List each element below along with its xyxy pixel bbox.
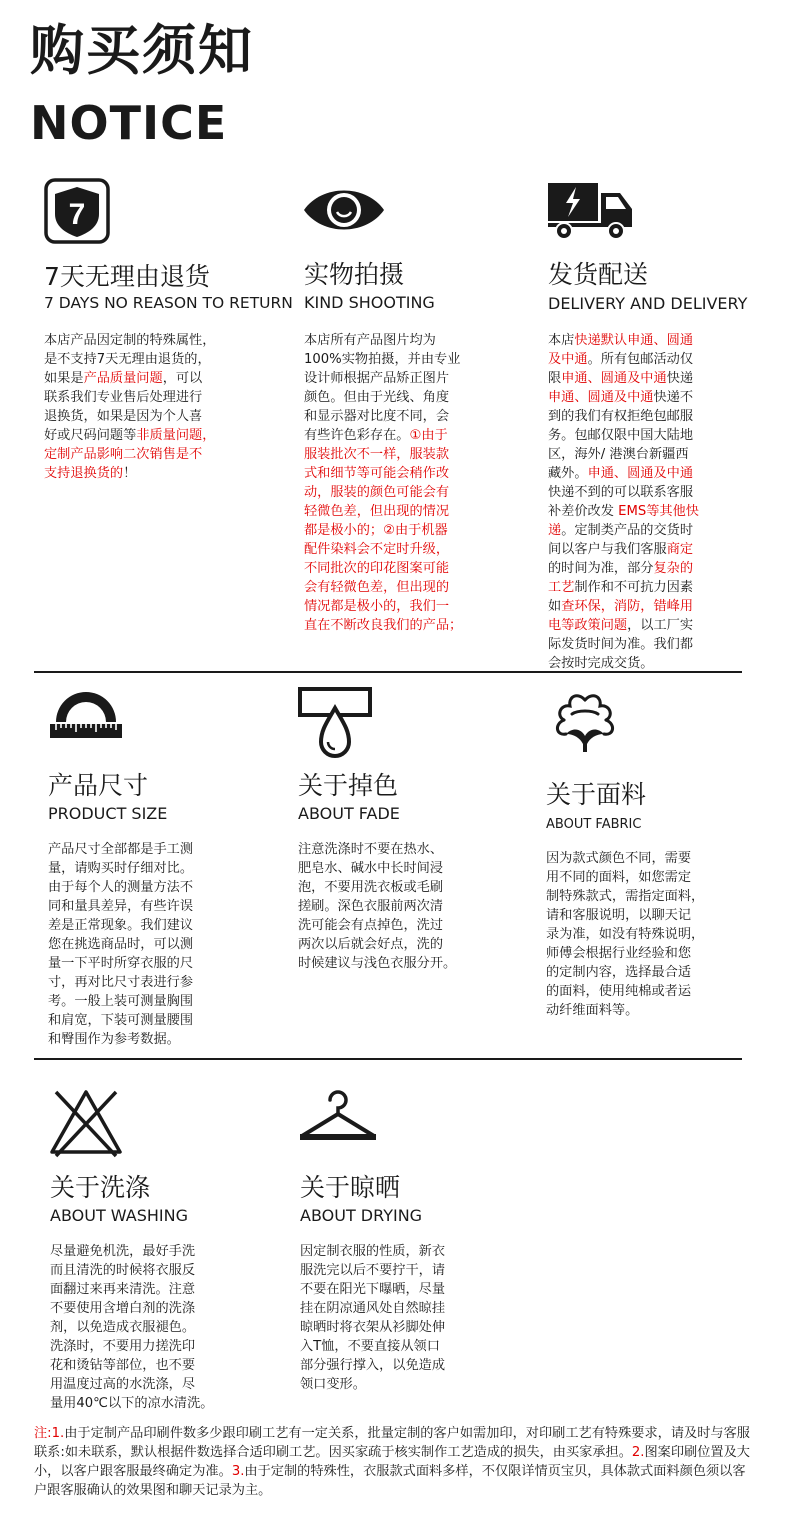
shooting-title: 实物拍摄 — [304, 260, 405, 289]
page-title: 购买须知 — [30, 19, 254, 82]
drying-subtitle: ABOUT DRYING — [300, 1206, 423, 1225]
fade-subtitle: ABOUT FADE — [298, 804, 400, 823]
drying-body — [300, 1242, 500, 1394]
shield-7-label: 7 — [68, 198, 86, 231]
washing-body — [50, 1242, 250, 1413]
fade-title: 关于掉色 — [298, 771, 399, 800]
drying-title: 关于晾晒 — [300, 1173, 401, 1202]
section-divider-2 — [34, 1058, 742, 1060]
highlight-text: 申通、圆通及中通 — [561, 371, 667, 386]
body-text: 的时间为准，部分 — [548, 561, 654, 576]
body-text: 因为款式颜色不同，需要 用不同的面料，如您需定 制特殊款式，需指定面料， 请和客服说明，以聊天记 录为准，如没有特殊说明， 师傅会根据行业经验和您 的定制内容，选择最合适 的面料，使用纯棉或者运 动纤维面料等。 — [546, 851, 705, 1018]
highlight-text: 2. — [631, 1445, 645, 1460]
washing-subtitle: ABOUT WASHING — [50, 1206, 188, 1225]
highlight-text: 复杂的 工艺 — [548, 561, 694, 595]
highlight-text: 3. — [231, 1464, 245, 1479]
fabric-title: 关于面料 — [546, 780, 647, 809]
water-drop-hanger-icon — [297, 686, 373, 766]
fabric-subtitle: ABOUT FABRIC — [546, 817, 642, 832]
body-text: ！ — [123, 466, 137, 481]
washing-title: 关于洗涤 — [50, 1173, 151, 1202]
body-text: 图案印刷位置及大小，以客户跟客服最终确定为准。 — [34, 1445, 750, 1479]
fade-body — [298, 840, 488, 973]
returns-body — [44, 331, 264, 483]
shooting-subtitle: KIND SHOOTING — [304, 293, 435, 312]
no-bleach-triangle-icon — [48, 1086, 124, 1158]
highlight-text: 注:1. — [34, 1426, 65, 1441]
body-text: 快递不 到的我们有权拒绝包邮服 务。包邮仅限中国大陆地 区，海外/ 港澳台新疆西 藏外。 — [548, 390, 694, 481]
body-text: 因定制衣服的性质，新衣 服洗完以后不要拧干，请 不要在阳光下曝晒，尽量 挂在阴凉通风处自然晾挂 晾晒时将衣架从衫脚处伸 入T恤，不要直接从领口 部分强行撑入，以免造成 领口变形。 — [300, 1244, 446, 1392]
body-text: 由于定制的特殊性，衣服款式面料多样，不仅限详情页宝贝，具体款式面料颜色须以客户跟客服确认的效果图和聊天记录为主。 — [34, 1464, 746, 1498]
body-text: 快递 — [666, 371, 694, 386]
highlight-text: EMS等其他快 递 — [548, 504, 699, 538]
body-text: 本店所有产品图片均为 100%实物拍摄，并由专业 设计师根据产品矫正图片 颜色。但由于光线、角度 和显示器对比度不同，会 有些许色彩存在。 — [304, 333, 461, 443]
body-text: 注意洗涤时不要在热水、 肥皂水、碱水中长时间浸 泡，不要用洗衣板或毛刷 搓刷。深色衣服前两次清 洗可能会有点掉色，洗过 两次以后就会好点，洗的 时候建议与浅色衣服分开。 — [298, 842, 457, 971]
highlight-text: 申通、圆通及中通 — [587, 466, 694, 481]
body-text: 产品尺寸全部都是手工测 量，请购买时仔细对比。 由于每个人的测量方法不 同和量具差异，有些许误 差是正常现象。我们建议 您在挑选商品时，可以测 量一下平时所穿衣服的尺 寸，再对比尺寸表进行参 考。一般上装可测量胸围 和肩宽，下装可测量腰围 和臀围作为参考数据。 — [48, 842, 194, 1047]
returns-title: 7天无理由退货 — [44, 262, 210, 291]
ruler-protractor-icon — [48, 692, 124, 740]
body-text: 由于定制产品印刷件数多少跟印刷工艺有一定关系，批量定制的客户如需加印，对印刷工艺有特殊要求，请及时与客服联系:如未联系，默认根据件数选择合适印刷工艺。因买家疏于核实制作工艺造成的损失，由买家承担。 — [34, 1426, 750, 1460]
shield-7-icon — [44, 178, 110, 244]
body-text: 尽量避免机洗，最好手洗 而且清洗的时候将衣服反 面翻过来再来清洗。注意 不要使用含增白剂的洗涤 剂，以免造成衣服褪色。 洗涤时，不要用力搓洗印 花和烫钻等部位，也不要 用温度过高的水洗涤，尽 量用40℃以下的凉水清洗。 — [50, 1244, 214, 1411]
highlight-text: 商定 — [666, 542, 694, 557]
highlight-text: 产品质量问题 — [83, 371, 163, 386]
body-text: 。所有包邮活动仅 限 — [548, 352, 694, 386]
eye-icon — [302, 180, 386, 240]
highlight-text: 非质量问题， 定制产品影响二次销售是不 支持退换货的 — [44, 428, 216, 481]
body-text: 本店 — [548, 333, 575, 348]
body-text: 本店产品因定制的特殊属性， 是不支持7天无理由退货的， 如果是 — [44, 333, 216, 386]
cotton-flower-icon — [548, 690, 622, 754]
delivery-subtitle: DELIVERY AND DELIVERY — [548, 294, 748, 313]
size-body — [48, 840, 238, 1049]
body-text: 快递不到的可以联系客服 补差价改发 — [548, 485, 694, 519]
body-text: ，可以 联系我们专业售后处理进行 退换货，如果是因为个人喜 好或尺码问题等 — [44, 371, 203, 443]
delivery-truck-icon — [548, 183, 634, 241]
returns-subtitle: 7 DAYS NO REASON TO RETURN — [44, 294, 293, 312]
fabric-body — [546, 849, 746, 1020]
highlight-text: 申通、圆通及中通 — [548, 390, 654, 405]
clothes-hanger-icon — [298, 1088, 378, 1144]
body-text: 。定制类产品的交货时 间以客户与我们客服 — [548, 523, 694, 557]
highlight-text: ①由于 服装批次不一样，服装款 式和细节等可能会稍作改 动，服装的颜色可能会有 轻微色差，但出现的情况 都是极小的；②由于机器 配件染料会不定时升级， 不同批次的印花图案可能 会有轻微色差，但出现的 情况都是极小的，我们一 直在不断改良我们的产品； — [304, 428, 463, 633]
size-title: 产品尺寸 — [48, 771, 149, 800]
body-text: 制作和不可抗力因素 如 — [548, 580, 694, 614]
size-subtitle: PRODUCT SIZE — [48, 804, 168, 823]
delivery-title: 发货配送 — [548, 260, 649, 289]
footer-note — [34, 1424, 758, 1500]
highlight-text: 快递默认申通、圆通 及中通 — [548, 333, 694, 367]
body-text: ，以工厂实 际发货时间为准。我们都 会按时完成交货。 — [548, 618, 694, 671]
shooting-body — [304, 331, 494, 635]
page-subtitle: NOTICE — [30, 96, 228, 150]
section-divider-1 — [34, 671, 742, 673]
delivery-body — [548, 331, 738, 673]
highlight-text: 查环保，消防，错峰用 电等政策问题 — [548, 599, 694, 633]
